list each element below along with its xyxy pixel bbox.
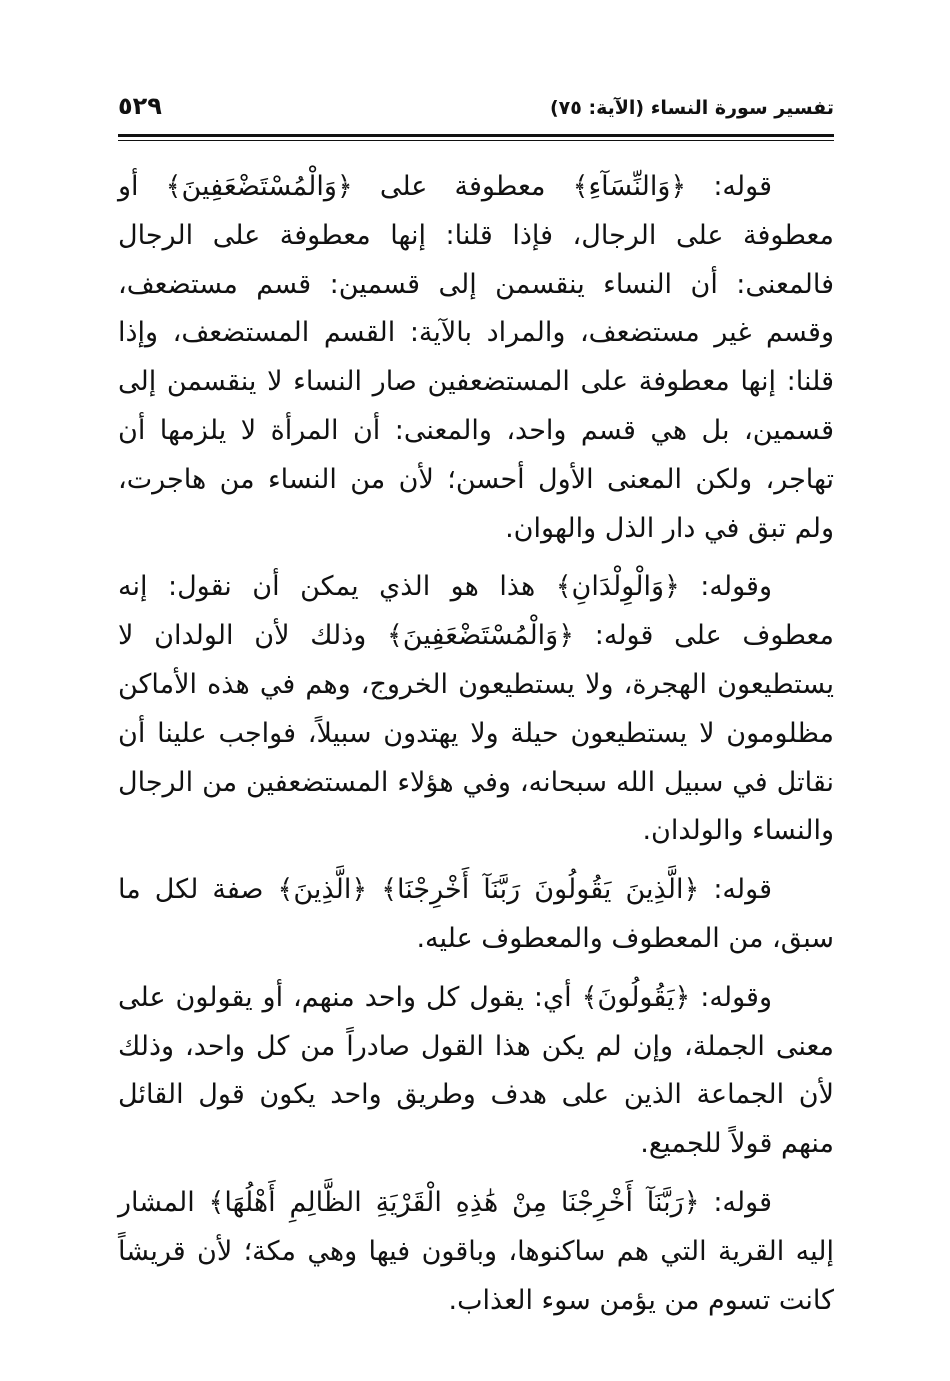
header-rule-thin — [118, 140, 834, 141]
page-body — [118, 163, 834, 1325]
paragraph: وقوله: ﴿يَقُولُونَ﴾ أي: يقول كل واحد منهم، أو يقولون على معنى الجملة، وإن لم يكن هذا القول صادراً من كل واحد، وذلك لأن الجماعة الذين على هدف وطريق واحد يكون قول القائل منهم قولاً للجميع. — [118, 981, 834, 1160]
page-number: ٥٢٩ — [118, 92, 162, 120]
book-page — [118, 92, 834, 1335]
page-header — [118, 92, 834, 130]
header-rule-thick — [118, 134, 834, 137]
paragraph: قوله: ﴿الَّذِينَ يَقُولُونَ رَبَّنَآ أَخْرِجْنَا﴾ ﴿الَّذِينَ﴾ صفة لكل ما سبق، من المعطوف والمعطوف عليه. — [118, 874, 834, 954]
paragraph: قوله: ﴿رَبَّنَآ أَخْرِجْنَا مِنْ هَٰذِهِ الْقَرْيَةِ الظَّالِمِ أَهْلُهَا﴾ المشار إليه القرية التي هم ساكنوها، وباقون فيها وهي مكة؛ لأن قريشاً كانت تسوم من يؤمن سوء العذاب. — [118, 1186, 834, 1316]
paragraph: وقوله: ﴿وَالْوِلْدَانِ﴾ هذا هو الذي يمكن أن نقول: إنه معطوف على قوله: ﴿وَالْمُسْتَضْعَفِينَ﴾ وذلك لأن الولدان لا يستطيعون الهجرة، ولا يستطيعون الخروج، وهم في هذه الأماكن مظلومون لا يستطيعون حيلة ولا يهتدون سبيلاً، فواجب علينا أن نقاتل في سبيل الله سبحانه، وفي هؤلاء المستضعفين من الرجال والنساء والولدان. — [118, 571, 834, 847]
running-title: تفسير سورة النساء (الآية: ٧٥) — [549, 97, 834, 119]
paragraph: قوله: ﴿وَالنِّسَآءِ﴾ معطوفة على ﴿وَالْمُسْتَضْعَفِينَ﴾ أو معطوفة على الرجال، فإذا قلنا: إنها معطوفة على الرجال فالمعنى: أن النساء ينقسمن إلى قسمين: قسم مستضعف، وقسم غير مستضعف، والمراد بالآية: القسم المستضعف، وإذا قلنا: إنها معطوفة على المستضعفين صار النساء لا ينقسمن إلى قسمين، بل هي قسم واحد، والمعنى: أن المرأة لا يلزمها أن تهاجر، ولكن المعنى الأول أحسن؛ لأن من النساء من هاجرت، ولم تبق في دار الذل والهوان. — [118, 171, 834, 544]
